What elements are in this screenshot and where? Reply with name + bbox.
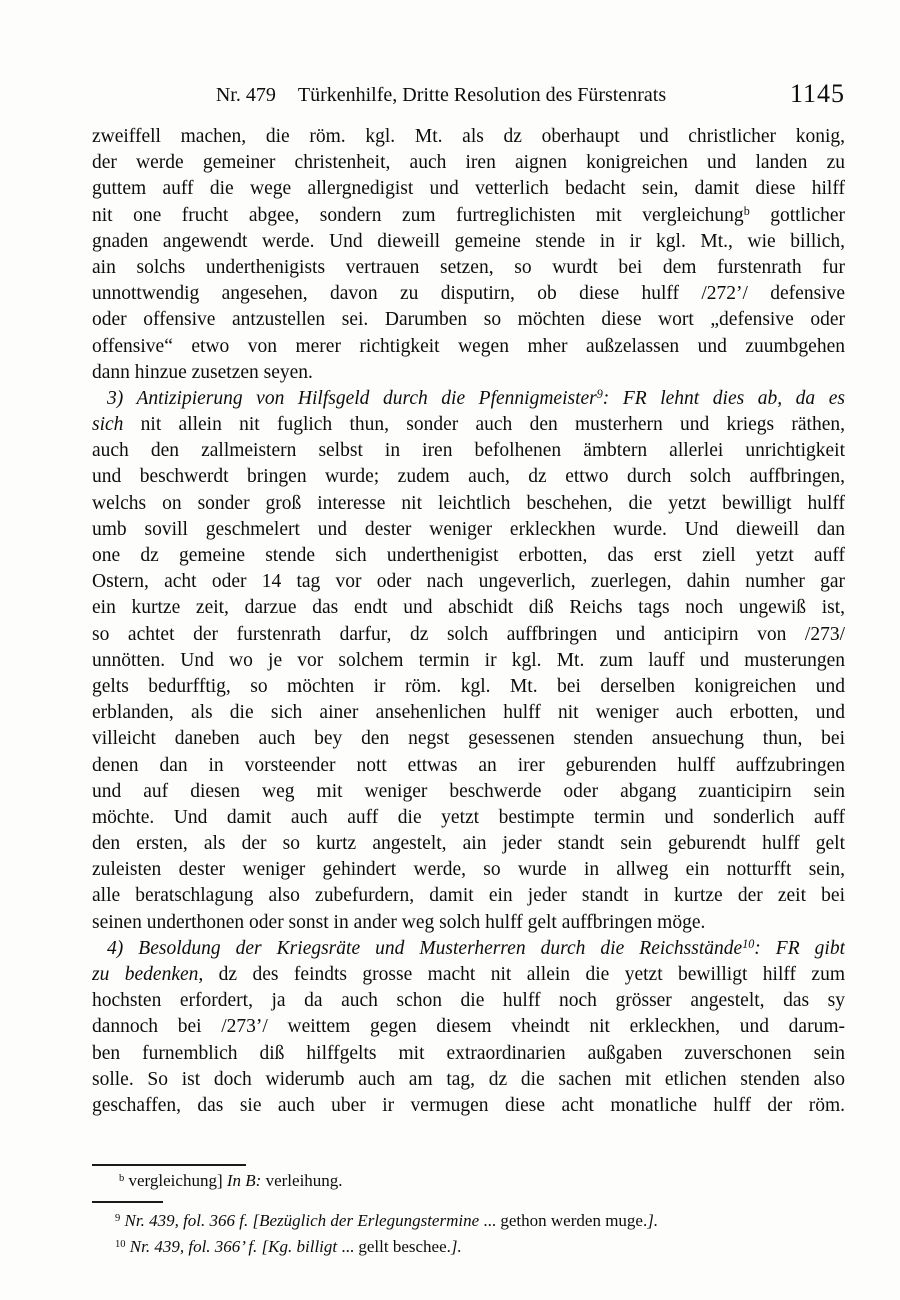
- doc-number: Nr. 479: [215, 84, 276, 106]
- text-segment: welchs on sonder groß interesse nit leichtlich beschehen, die yetzt bewilligt hulff: [92, 492, 845, 514]
- text-line: [92, 124, 845, 150]
- text-line: [92, 150, 845, 176]
- text-segment: guttem auff die wege allergnedigist und vetterlich bedacht sein, damit diese hilff: [92, 178, 845, 200]
- superscript-mark: 10: [115, 1238, 126, 1250]
- text-segment: der werde gemeiner christenheit, auch iren aignen konigreichen und landen zu: [92, 152, 845, 174]
- text-segment: vergleichung]: [124, 1171, 227, 1190]
- text-line: [92, 753, 845, 779]
- text-segment: hochsten erfordert, ja da auch schon die hulff noch grösser angestelt, das sy: [92, 990, 845, 1012]
- text-segment: sich: [92, 414, 124, 436]
- text-line: [92, 962, 845, 988]
- text-segment: und beschwerdt bringen wurde; zudem auch, dz ettwo durch solch auffbringen,: [92, 466, 845, 488]
- running-title: Türkenhilfe, Dritte Resolution des Fürstenrats: [297, 84, 667, 106]
- text-segment: : FR gibt: [754, 937, 845, 959]
- text-segment: offensive“ etwo von merer richtigkeit wegen mher außzelassen und zuumbgehen: [92, 335, 845, 357]
- superscript-mark: b: [119, 1173, 125, 1185]
- text-line: [92, 988, 845, 1014]
- text-line: [92, 281, 845, 307]
- text-line: [92, 674, 845, 700]
- text-line: [92, 1014, 845, 1040]
- text-line: [92, 307, 845, 333]
- text-line: [92, 543, 845, 569]
- text-segment: In B:: [226, 1171, 262, 1190]
- text-segment: geschaffen, das sie auch uber ir vermugen diese acht monatliche hulff der röm.: [92, 1094, 845, 1116]
- text-line: [92, 936, 845, 962]
- text-segment: nit one frucht abgee, sondern zum furtreglichisten mit vergleichung: [92, 204, 744, 226]
- text-segment: Nr. 439, fol. 366’ f. [Kg. billigt: [125, 1236, 338, 1256]
- text-segment: den ersten, als der so kurtz angestelt, ain jeder standt sein geburendt hulff gelt: [92, 833, 845, 855]
- page-number: 1145: [789, 79, 845, 108]
- footnote-separator-rule: [92, 1201, 163, 1203]
- text-segment: ... gethon werden muge.: [479, 1211, 648, 1230]
- footnotes-block: [92, 1208, 845, 1259]
- text-line: [92, 360, 845, 386]
- text-segment: Nr. 439, fol. 366 f. [Bezüglich der Erlegungstermine: [120, 1211, 480, 1230]
- text-line: [92, 334, 845, 360]
- text-segment: möchte. Und damit auch auff die yetzt bestimpte termin und sonderlich auff: [92, 806, 845, 828]
- text-line: [92, 595, 845, 621]
- text-line: [92, 229, 845, 255]
- text-line: [92, 203, 845, 229]
- text-segment: unnötten. Und wo je vor solchem termin ir kgl. Mt. zum lauff und musterungen: [92, 649, 845, 671]
- body-text: [92, 124, 845, 1119]
- text-segment: alle beratschlagung also zubefurdern, damit ein jeder standt in kurtze der zeit bei: [92, 885, 845, 907]
- text-segment: ... gellt beschee.: [337, 1236, 451, 1256]
- text-line: [92, 700, 845, 726]
- text-segment: nit allein nit fuglich thun, sonder auch den musterhern und kriegs räthen,: [123, 414, 845, 436]
- text-segment: Ostern, acht oder 14 tag vor oder nach ungeverlich, zuerlegen, dahin numher gar: [92, 571, 845, 593]
- text-line: [92, 1067, 845, 1093]
- text-line: [92, 726, 845, 752]
- text-segment: dz des feindts grosse macht nit allein die yetzt bewilligt hilff zum: [203, 964, 845, 985]
- text-segment: auch den zallmeistern selbst in iren befolhenen ämbtern allerlei unrichtigkeit: [92, 440, 845, 462]
- text-segment: ].: [450, 1236, 462, 1256]
- text-segment: 4) Besoldung der Kriegsräte und Musterherren durch die Reichsstände: [107, 937, 743, 959]
- text-segment: denen dan in vorsteender nott ettwas an irer geburenden hulff auffzubringen: [92, 754, 845, 776]
- text-line: [92, 569, 845, 595]
- text-line: [92, 491, 845, 517]
- superscript-mark: 9: [115, 1213, 121, 1225]
- text-segment: seinen underthonen oder sonst in ander weg solch hulff gelt auffbringen möge.: [92, 911, 706, 933]
- running-head: [92, 84, 790, 107]
- text-segment: ein kurtze zeit, darzue das endt und abschidt diß Reichs tags noch ungewiß ist,: [92, 597, 845, 619]
- text-segment: villeicht daneben auch bey den negst gesessenen stenden ansuechung thun, bei: [92, 728, 845, 750]
- text-segment: ain solchs underthenigists vertrauen setzen, so wurdt bei dem furstenrath fur: [92, 256, 845, 278]
- text-segment: so achtet der furstenrath darfur, dz solch auffbringen und anticipirn von /273/: [92, 623, 845, 645]
- text-line: [92, 412, 845, 438]
- text-line: [92, 779, 845, 805]
- text-line: [92, 438, 845, 464]
- text-line: [92, 464, 845, 490]
- text-segment: gottlicher: [749, 204, 845, 226]
- text-segment: verleihung.: [261, 1171, 343, 1190]
- text-line: [92, 517, 845, 543]
- text-line: [92, 255, 845, 281]
- text-segment: : FR lehnt dies ab, da es: [602, 387, 845, 409]
- footnote: [92, 1234, 845, 1260]
- text-segment: 3) Antizipierung von Hilfsgeld durch die Pfennigmeister: [107, 387, 597, 409]
- page-header: [92, 79, 845, 110]
- text-segment: dannoch bei /273’/ weittem gegen diesem vheindt nit erkleckhen, und darum-: [92, 1016, 845, 1038]
- text-segment: oder offensive antzustellen sei. Darumben so möchten diese wort „defensive oder: [92, 309, 845, 331]
- text-segment: zweiffell machen, die röm. kgl. Mt. als dz oberhaupt und christlicher konig,: [92, 126, 845, 147]
- text-segment: gnaden angewendt werde. Und dieweill gemeine stende in ir kgl. Mt., wie billich,: [92, 230, 845, 252]
- superscript-mark: 9: [596, 387, 603, 402]
- text-line: [92, 805, 845, 831]
- variant-separator-rule: [92, 1164, 246, 1166]
- text-line: [92, 386, 845, 412]
- text-segment: one dz gemeine stende sich underthenigist erbotten, das erst ziell yetzt auff: [92, 545, 845, 566]
- text-segment: gelts bedurfftig, so möchten ir röm. kgl. Mt. bei derselben konigreichen und: [92, 675, 845, 697]
- text-segment: erblanden, als die sich ainer ansehenlichen hulff nit weniger auch erbotten, und: [92, 702, 845, 724]
- text-segment: solle. So ist doch widerumb auch am tag, dz die sachen mit etlichen stenden also: [92, 1068, 845, 1090]
- text-segment: umb sovill geschmelert und dester weniger erkleckhen wurde. Und dieweill dan: [92, 518, 845, 540]
- superscript-mark: b: [743, 204, 750, 219]
- text-segment: zuleisten dester weniger gehindert werde, so wurde in allweg ein notturfft sein,: [92, 859, 845, 881]
- text-line: [92, 831, 845, 857]
- text-segment: dann hinzue zusetzen seyen.: [92, 361, 313, 383]
- text-segment: ].: [647, 1211, 659, 1230]
- text-line: [92, 648, 845, 674]
- text-segment: unnottwendig angesehen, davon zu disputirn, ob diese hulff /272’/ defensive: [92, 283, 845, 305]
- text-line: [92, 910, 845, 936]
- superscript-mark: 10: [742, 937, 755, 952]
- text-line: [92, 176, 845, 202]
- footnote: [92, 1208, 845, 1234]
- text-line: [92, 1041, 845, 1067]
- text-line: [92, 1093, 845, 1119]
- text-line: [92, 883, 845, 909]
- text-segment: zu bedenken,: [92, 964, 204, 985]
- text-line: [92, 857, 845, 883]
- text-line: [92, 622, 845, 648]
- text-segment: ben furnemblich diß hilffgelts mit extraordinarien außgaben zuverschonen sein: [92, 1042, 845, 1064]
- text-segment: und auf diesen weg mit weniger beschwerde oder abgang zuanticipirn sein: [92, 780, 845, 802]
- variant-note: [92, 1170, 845, 1192]
